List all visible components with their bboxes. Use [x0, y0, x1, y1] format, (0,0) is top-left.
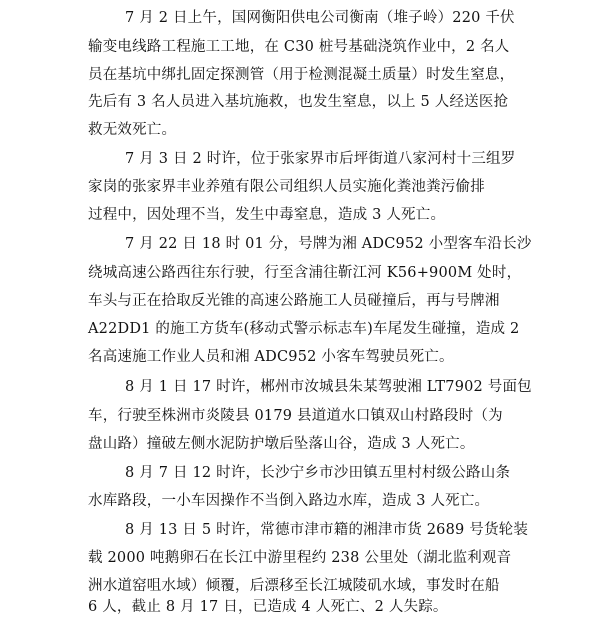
- paragraph-1-line-4: 先后有 3 名人员进入基坑施救，也发生窒息，以上 5 人经送医抢: [88, 94, 509, 110]
- paragraph-2-line-1: 7 月 3 日 2 时许，位于张家界市后坪街道八家河村十三组罗: [125, 151, 516, 167]
- paragraph-6-line-1: 8 月 13 日 5 时许，常德市津市籍的湘津市货 2689 号货轮装: [125, 522, 529, 538]
- paragraph-6-line-3: 洲水道窑咀水域）倾覆，后漂移至长江城陵矶水域，事发时在船: [88, 578, 500, 594]
- paragraph-6-line-4: 6 人，截止 8 月 17 日，已造成 4 人死亡、2 人失踪。: [88, 599, 448, 615]
- paragraph-3-line-3: 车头与正在拾取反光锥的高速公路施工人员碰撞后，再与号牌湘: [88, 293, 500, 309]
- paragraph-5-line-2: 水库路段，一小车因操作不当倒入路边水库，造成 3 人死亡。: [88, 493, 490, 509]
- paragraph-1-line-2: 输变电线路工程施工工地，在 C30 桩号基础浇筑作业中，2 名人: [88, 39, 510, 55]
- paragraph-3-line-4: A22DD1 的施工方货车(移动式警示标志车)车尾发生碰撞，造成 2: [88, 321, 520, 337]
- paragraph-4-line-1: 8 月 1 日 17 时许，郴州市汝城县朱某驾驶湘 LT7902 号面包: [125, 379, 532, 395]
- paragraph-4-line-3: 盘山路）撞破左侧水泥防护墩后坠落山谷，造成 3 人死亡。: [88, 436, 475, 452]
- paragraph-3-line-1: 7 月 22 日 18 时 01 分，号牌为湘 ADC952 小型客车沿长沙: [125, 236, 532, 252]
- paragraph-3-line-2: 绕城高速公路西往东行驶，行至含浦往靳江河 K56+900M 处时，: [88, 265, 522, 281]
- paragraph-4-line-2: 车，行驶至株洲市炎陵县 0179 县道道水口镇双山村路段时（为: [88, 408, 503, 424]
- paragraph-2-line-2: 家岗的张家界丰业养殖有限公司组织人员实施化粪池粪污偷排: [88, 179, 485, 195]
- paragraph-3-line-5: 名高速施工作业人员和湘 ADC952 小客车驾驶员死亡。: [88, 349, 454, 365]
- paragraph-1-line-1: 7 月 2 日上午，国网衡阳供电公司衡南（堆子岭）220 千伏: [125, 10, 515, 26]
- paragraph-2-line-3: 过程中，因处理不当，发生中毒窒息，造成 3 人死亡。: [88, 207, 446, 223]
- paragraph-1-line-5: 救无效死亡。: [88, 122, 177, 138]
- paragraph-5-line-1: 8 月 7 日 12 时许，长沙宁乡市沙田镇五里村村级公路山条: [125, 465, 511, 481]
- paragraph-6-line-2: 载 2000 吨鹅卵石在长江中游里程约 238 公里处（湖北监利观音: [88, 550, 512, 566]
- paragraph-1-line-3: 员在基坑中绑扎固定探测管（用于检测混凝土质量）时发生窒息，: [88, 67, 515, 83]
